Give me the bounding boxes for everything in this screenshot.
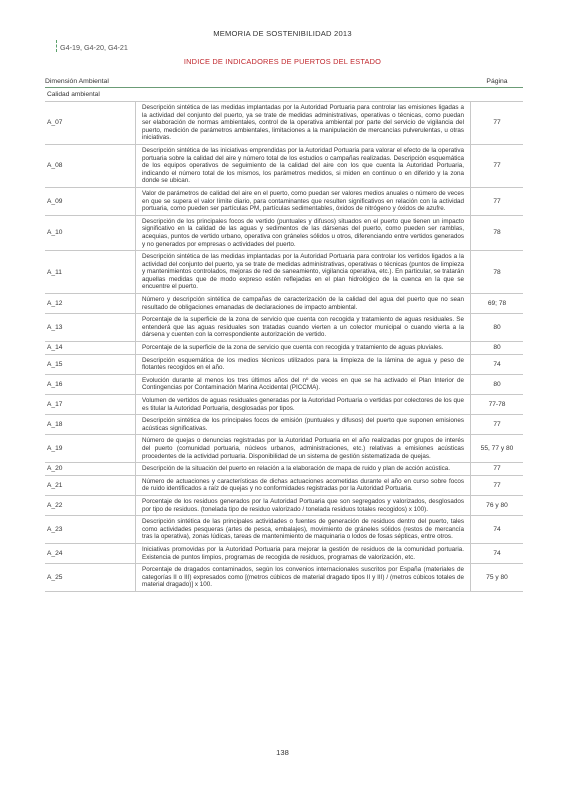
indicator-code: A_12: [47, 300, 63, 308]
table-row: [45, 188, 523, 216]
indicator-description: Descripción sintética de las medidas implantadas por la Autoridad Portuaria para controlar los vertidos ligados a la actividad del conjunto del puerto, ya se trate de medidas administrativas, operativas o técnicas (puntos de limpieza y mantenimientos controlados, mejoras de red de saneamiento, vigilancia operativa, etc.). En particular, se tratarán aquellas medidas que de modo expreso estén reflejadas en el plan hidrológico de la cuenca en la que se encuentre el puerto.: [135, 251, 471, 293]
indicator-description: Valor de parámetros de calidad del aire en el puerto, como puedan ser valores medios anuales o número de veces en que se supera el valor límite diario, para contaminantes que resulten significativos en relación con la actividad portuaria, como pueden ser partículas PM, partículas sedimentables, óxidos de nitrógeno y óxidos de azufre.: [135, 188, 471, 215]
indicator-page: 76 y 80: [486, 502, 508, 510]
indicators-table: [45, 78, 523, 592]
indicator-page: 77: [493, 421, 501, 429]
indicator-page: 77: [493, 481, 501, 489]
indicator-code: A_08: [47, 162, 63, 170]
indicator-code: A_24: [47, 550, 63, 557]
indicator-page: 80: [493, 380, 501, 388]
indicator-code: A_15: [47, 360, 63, 368]
indicator-code: A_13: [47, 324, 63, 332]
indicator-description: Porcentaje de los residuos generados por la Autoridad Portuaria que son segregados y valorizados, desglosados por tipo de residuos. (tonelada tipo de residuo valorizado / tonelada residuos totales recogidos) x 100).: [135, 496, 471, 515]
indicator-code: A_16: [47, 380, 63, 388]
indicator-code: A_07: [47, 119, 63, 127]
indicator-code: A_22: [47, 502, 63, 510]
indicator-description: Iniciativas promovidas por la Autoridad Portuaria para mejorar la gestión de residuos de la comunidad portuaria. Existencia de puntos limpios, programas de recogida de residuos, programas de valorización, etc.: [135, 544, 471, 563]
indicator-description: Número de actuaciones y características de dichas actuaciones acometidas durante el año en curso sobre focos de ruido identificados a raíz de quejas y no conformidades registradas por la Autoridad Portuaria.: [135, 476, 471, 495]
table-row: [45, 496, 523, 516]
indicator-description: Descripción sintética de los principales focos de emisión (puntuales y difusos) del puerto que suponen emisiones acústicas significativas.: [135, 415, 471, 434]
indicator-description: Descripción de los principales focos de vertido (puntuales y difusos) situados en el puerto que tienen un impacto significativo en la calidad de las aguas y sedimentos de las dársenas del puerto, como pueden ser ramblas, acequias, puntos de vertido urbano, operativa con gráneles sólidos u otros, diferenciando entre vertidos generados y no generados por empresas o actividades del puerto.: [135, 216, 471, 250]
table-row: [45, 395, 523, 415]
indicator-code: A_20: [47, 465, 63, 473]
indicator-description: Porcentaje de dragados contaminados, según los convenios internacionales suscritos por España (materiales de categorías II o III) expresados como [(metros cúbicos de material dragado tipos II y III) / (metros cúbicos totales de material dragado)] x 100.: [135, 564, 471, 591]
table-row: [45, 476, 523, 496]
indicator-description: Descripción esquemática de los medios técnicos utilizados para la limpieza de la lámina de agua y peso de flotantes recogidos en el año.: [135, 355, 471, 374]
indicator-description: Porcentaje de la superficie de la zona de servicio que cuenta con recogida y tratamiento de aguas pluviales.: [135, 342, 471, 354]
indicator-page: 80: [493, 324, 501, 332]
indicator-code: A_17: [47, 401, 63, 409]
indicator-page: 80: [493, 344, 501, 352]
report-header: MEMORIA DE SOSTENIBILIDAD 2013: [213, 29, 352, 38]
indicator-description: Descripción sintética de las principales actividades o fuentes de generación de residuos dentro del puerto, tales como actividades pesqueras (artes de pesca, embalajes), movimiento de gráneles sólidos (restos de mercancía tras la operativa), zonas lúdicas, tareas de mantenimiento de maquinaria o lodos de fosas sépticas, entre otros.: [135, 516, 471, 543]
indicator-page: 77: [493, 197, 501, 205]
indicator-description: Descripción sintética de las medidas implantadas por la Autoridad Portuaria para controlar las emisiones ligadas a la actividad del conjunto del puerto, ya se trate de medidas administrativas, operativas o técnicas, como puedan ser elaboración de normas ambientales, control de la operativa ambiental por parte del servicio de vigilancia del puerto, medición de parámetros ambientales, limitaciones a la manipulación de mercancías pulverulentas, u otras iniciativas.: [135, 102, 471, 144]
table-header: [45, 78, 523, 88]
indicator-description: Número y descripción sintética de campañas de caracterización de la calidad del agua del puerto que no sean resultado de obligaciones emanadas de declaraciones de impacto ambiental.: [135, 294, 471, 313]
indicator-page: 77: [493, 119, 501, 127]
indicator-page: 78: [493, 268, 501, 276]
table-title: INDICE DE INDICADORES DE PUERTOS DEL ESTADO: [183, 57, 382, 66]
indicator-code: A_14: [47, 344, 63, 352]
table-row: [45, 516, 523, 544]
column-header-page: Página: [486, 78, 508, 85]
indicator-code: A_19: [47, 445, 63, 453]
table-row: [45, 216, 523, 251]
indicator-page: 74: [493, 526, 501, 534]
table-row: [45, 251, 523, 294]
page-number: 138: [276, 748, 289, 757]
indicator-code: A_10: [47, 229, 63, 237]
indicator-description: Descripción sintética de las iniciativas emprendidas por la Autoridad Portuaria para valorar el efecto de la operativa portuaria sobre la calidad del aire y número total de los estudios o campañas realizadas. Descripción esquemática de los equipos operativos de seguimiento de la calidad del aire con los que cuenta la Autoridad Portuaria, indicando el número total de los mismos, los parámetros medidos, si miden en continuo o en diferido y la zona donde se ubican.: [135, 145, 471, 187]
indicator-page: 74: [493, 360, 501, 368]
indicator-description: Evolución durante al menos los tres últimos años del nº de veces en que se ha activado el Plan Interior de Contingencias por Contaminación Marina Accidental (PICCMA).: [135, 375, 471, 394]
indicator-page: 77-78: [488, 401, 506, 409]
table-row: [45, 314, 523, 342]
table-row: [45, 102, 523, 145]
table-row: [45, 435, 523, 463]
indicator-page: 78: [493, 229, 501, 237]
indicator-page: 77: [493, 162, 501, 170]
gri-marker: [56, 40, 58, 52]
indicator-page: 74: [493, 550, 501, 557]
indicator-code: A_18: [47, 421, 63, 429]
indicator-description: Porcentaje de la superficie de la zona de servicio que cuenta con recogida y tratamiento de aguas residuales. Se entenderá que las aguas residuales son tratadas cuando vierten a un colector municipal o cuando vierta a la dársena y cuenten con la correspondiente autorización de vertido.: [135, 314, 471, 341]
table-row: [45, 294, 523, 314]
indicator-description: Volumen de vertidos de aguas residuales generadas por la Autoridad Portuaria o vertidas por colectores de los que es titular la Autoridad Portuaria, desglosadas por tipos.: [135, 395, 471, 414]
indicator-page: 77: [493, 465, 501, 473]
indicator-description: Número de quejas o denuncias registradas por la Autoridad Portuaria en el año realizadas por grupos de interés del puerto (comunidad portuaria, núcleos urbanos, administraciones, etc.) relativas a emisiones acústicas procedentes de la actividad portuaria. Disponibilidad de un sistema de gestión sistematizada de quejas.: [135, 435, 471, 462]
gri-reference: G4-19, G4-20, G4-21: [60, 43, 128, 52]
indicator-page: 75 y 80: [486, 573, 508, 581]
indicator-description: Descripción de la situación del puerto en relación a la elaboración de mapa de ruido y plan de acción acústica.: [135, 463, 471, 475]
indicator-code: A_23: [47, 526, 63, 534]
indicator-code: A_11: [47, 268, 62, 276]
indicator-page: 55, 77 y 80: [480, 445, 514, 453]
table-row: [45, 463, 523, 476]
table-row: [45, 564, 523, 592]
table-row: [45, 415, 523, 435]
table-row: [45, 544, 523, 564]
indicator-page: 69; 78: [487, 300, 507, 308]
table-row: [45, 375, 523, 395]
table-body: [45, 102, 523, 592]
table-row: [45, 145, 523, 188]
indicator-code: A_09: [47, 197, 63, 205]
section-heading: Calidad ambiental: [45, 88, 523, 102]
indicator-code: A_21: [47, 481, 63, 489]
indicator-code: A_25: [47, 573, 63, 581]
table-row: [45, 342, 523, 355]
table-row: [45, 355, 523, 375]
column-header-dimension: Dimensión Ambiental: [45, 78, 109, 85]
